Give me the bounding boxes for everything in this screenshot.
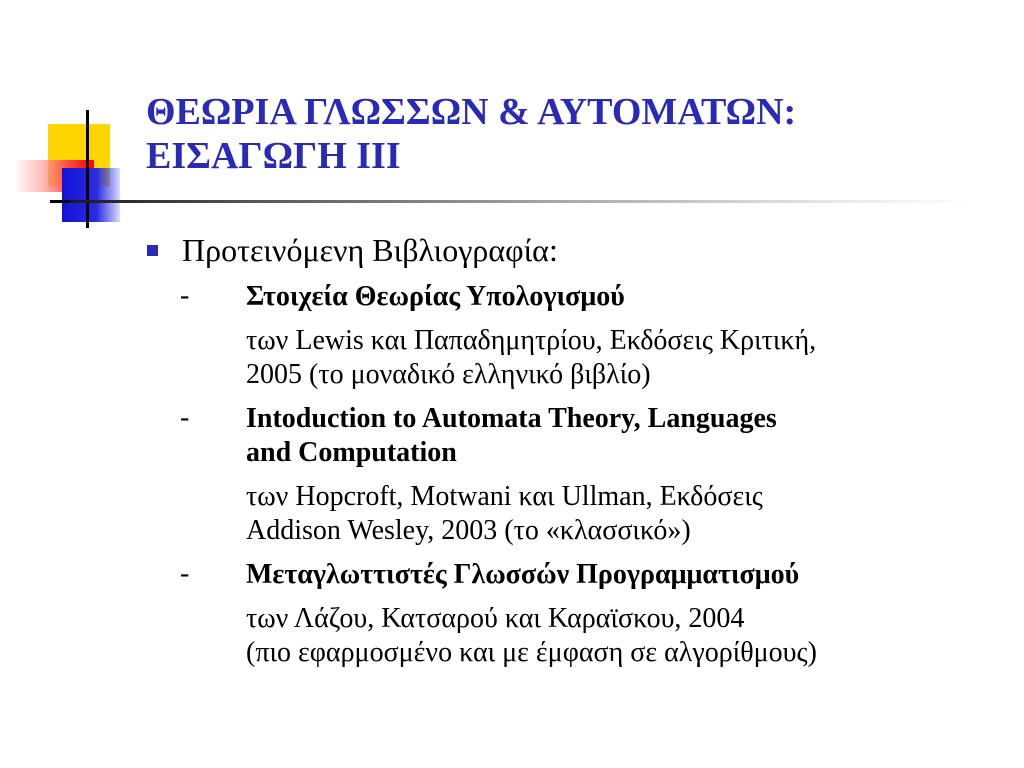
- bullet-item: [145, 228, 1005, 272]
- book-title: [246, 280, 946, 314]
- square-bullet-icon: [147, 245, 158, 256]
- bibliography-heading: Προτεινόμενη Βιβλιογραφία:: [182, 231, 558, 268]
- slide-logo-decoration: [0, 0, 140, 240]
- book-title: [246, 558, 946, 592]
- book-description-line: των Lewis και Παπαδημητρίου, Εκδόσεις Κριτική,: [246, 325, 817, 356]
- book-title: [246, 402, 946, 470]
- slide-title-line-1: ΘΕΩΡΙΑ ΓΛΩΣΣΩΝ & ΑΥΤΟΜΑΤΩΝ:: [146, 91, 797, 133]
- dash-marker: -: [180, 402, 190, 433]
- slide-title-line-2: ΕΙΣΑΓΩΓΗ ΙΙΙ: [146, 135, 401, 177]
- dash-marker: -: [180, 558, 190, 589]
- book-description-line: (πιο εφαρμοσμένο και με έμφαση σε αλγορίθμους): [246, 637, 817, 668]
- book-description-line: των Λάζου, Κατσαρού και Καραϊσκου, 2004: [246, 603, 745, 634]
- book-item-2: [180, 402, 1005, 548]
- book-description: [246, 480, 986, 548]
- book-description-line: Addison Wesley, 2003 (το «κλασσικό»): [246, 515, 691, 546]
- dash-marker: -: [180, 280, 190, 311]
- book-description: [246, 602, 986, 670]
- book-title-line: and Computation: [246, 437, 457, 468]
- title-divider-rule: [70, 200, 974, 203]
- logo-vertical-line: [86, 110, 89, 228]
- book-title-line: Μεταγλωττιστές Γλωσσών Προγραμματισμού: [246, 559, 800, 590]
- book-title-line: Intoduction to Automata Theory, Languages: [246, 403, 777, 434]
- logo-blue-square: [62, 168, 120, 222]
- book-description: [246, 324, 986, 392]
- book-item-3: [180, 558, 1005, 670]
- book-title-line: Στοιχεία Θεωρίας Υπολογισμού: [246, 281, 625, 312]
- slide-content: [145, 228, 1005, 670]
- book-item-1: [180, 280, 1005, 392]
- slide-title: [146, 90, 1006, 178]
- book-description-line: 2005 (το μοναδικό ελληνικό βιβλίο): [246, 359, 651, 390]
- book-description-line: των Hopcroft, Motwani και Ullman, Εκδόσεις: [246, 481, 763, 512]
